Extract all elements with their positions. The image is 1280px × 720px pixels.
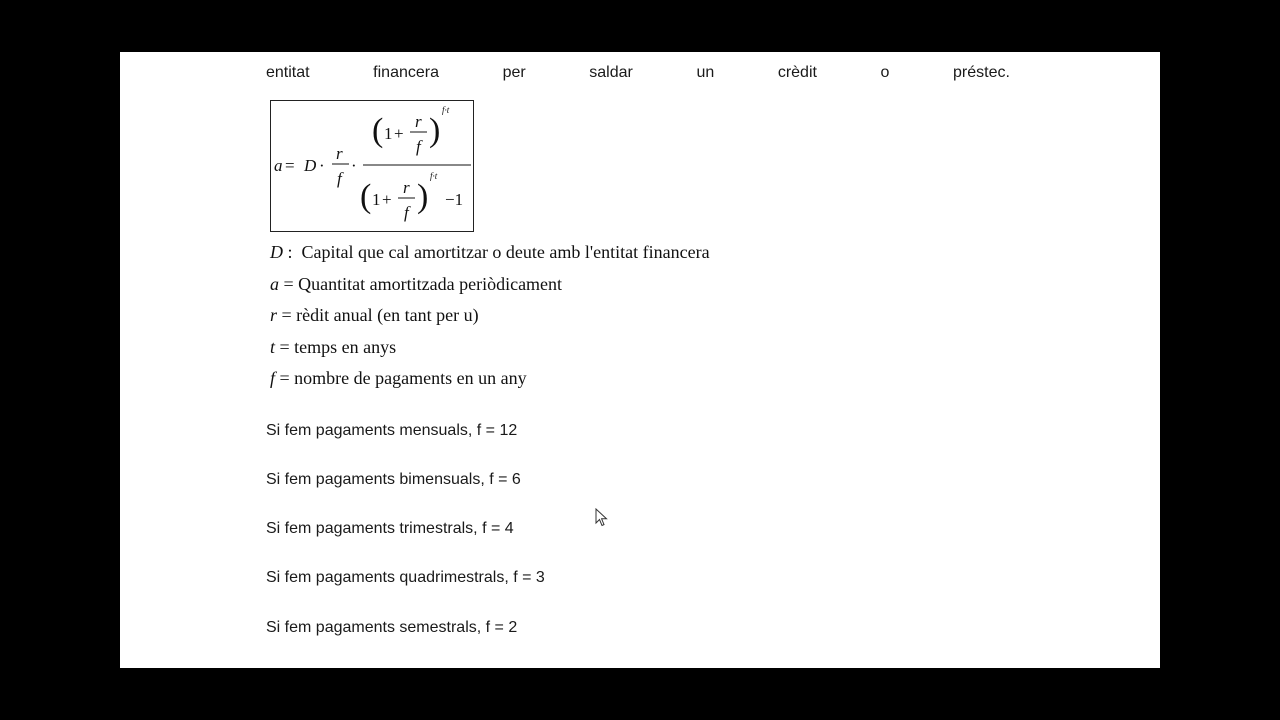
amortization-formula <box>271 101 473 231</box>
formula-D: D <box>304 156 317 175</box>
payment-case-line: Si fem pagaments mensuals, f = 12 <box>266 422 518 439</box>
formula-plus: + <box>382 190 392 209</box>
definition-symbol: f <box>270 368 276 388</box>
mouse-pointer-icon <box>595 508 609 528</box>
formula-exponent: f·t <box>430 171 438 181</box>
paren-right: ) <box>417 178 429 215</box>
definition-separator: = <box>279 274 299 294</box>
document-page <box>120 52 1160 668</box>
definition-text: temps en anys <box>294 337 397 357</box>
definition-line <box>270 274 562 295</box>
payment-case-line: Si fem pagaments quadrimestrals, f = 3 <box>266 569 545 586</box>
formula-f: f <box>404 203 409 222</box>
definition-separator: = <box>277 305 297 325</box>
paren-left: ( <box>372 112 384 149</box>
definition-line <box>270 305 479 326</box>
intro-word: per <box>502 64 526 81</box>
definition-separator: : <box>283 242 302 262</box>
definition-text: Capital que cal amortitzar o deute amb l'entitat financera <box>301 242 710 262</box>
formula-exponent: f·t <box>442 105 450 115</box>
intro-word: financera <box>373 64 439 81</box>
formula-eq: = <box>285 156 295 175</box>
formula-a: a <box>274 156 283 175</box>
definition-line <box>270 368 527 389</box>
payment-case-line: Si fem pagaments semestrals, f = 2 <box>266 619 518 636</box>
intro-line <box>266 64 1010 82</box>
formula-f: f <box>337 169 342 188</box>
formula-box <box>270 100 474 232</box>
payment-case-line: Si fem pagaments trimestrals, f = 4 <box>266 520 514 537</box>
intro-word: saldar <box>589 64 633 81</box>
intro-word: crèdit <box>777 64 817 81</box>
formula-one: 1 <box>384 124 393 143</box>
formula-dot: · <box>319 156 325 175</box>
formula-f: f <box>416 137 421 156</box>
intro-word: entitat <box>266 64 310 81</box>
definition-separator: = <box>275 337 295 357</box>
definition-symbol: D <box>270 242 283 262</box>
formula-r: r <box>403 178 410 197</box>
paren-right: ) <box>429 112 441 149</box>
payment-case-line: Si fem pagaments bimensuals, f = 6 <box>266 471 521 488</box>
definition-line <box>270 337 396 358</box>
definition-symbol: a <box>270 274 279 294</box>
intro-word: un <box>696 64 715 81</box>
definition-text: Quantitat amortitzada periòdicament <box>298 274 563 294</box>
intro-word: o <box>880 64 890 81</box>
definition-text: nombre de pagaments en un any <box>294 368 527 388</box>
intro-word: préstec. <box>953 64 1010 81</box>
formula-plus: + <box>394 124 404 143</box>
definition-symbol: t <box>270 337 276 357</box>
formula-one: 1 <box>372 190 381 209</box>
definition-line <box>270 242 710 263</box>
definition-text: rèdit anual (en tant per u) <box>296 305 479 325</box>
definition-symbol: r <box>270 305 278 325</box>
formula-r: r <box>415 112 422 131</box>
formula-r: r <box>336 144 343 163</box>
formula-dot: · <box>351 156 357 175</box>
formula-minus-one: −1 <box>445 190 464 209</box>
paren-left: ( <box>360 178 372 215</box>
definition-separator: = <box>275 368 295 388</box>
